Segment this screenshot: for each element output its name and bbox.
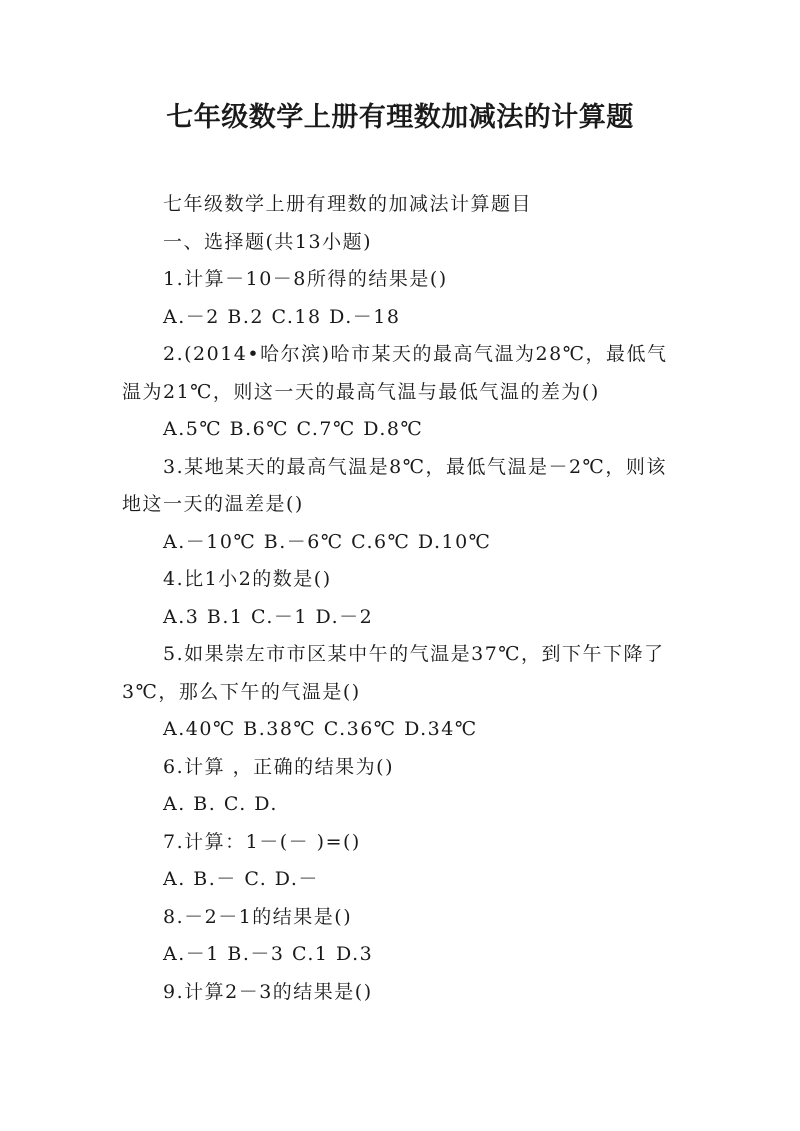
question-5-line-1: 5.如果崇左市市区某中午的气温是37℃，到下午下降了 — [163, 643, 665, 665]
question-1-options: A.－2 B.2 C.18 D.－18 — [163, 305, 401, 328]
question-9: 9.计算2－3的结果是() — [163, 980, 373, 1003]
document-title: 七年级数学上册有理数加减法的计算题 — [166, 102, 634, 133]
document-body — [122, 186, 684, 1011]
subtitle-line: 七年级数学上册有理数的加减法计算题目 — [163, 193, 533, 215]
question-1: 1.计算－10－8所得的结果是() — [163, 268, 448, 290]
question-2-options: A.5℃ B.6℃ C.7℃ D.8℃ — [163, 418, 424, 440]
question-8: 8.－2－1的结果是() — [163, 905, 353, 928]
question-3-options: A.－10℃ B.－6℃ C.6℃ D.10℃ — [163, 530, 492, 553]
question-8-options: A.－1 B.－3 C.1 D.3 — [163, 943, 374, 965]
question-3-line-1: 3.某地某天的最高气温是8℃，最低气温是－2℃，则该 — [163, 455, 667, 478]
question-4-options: A.3 B.1 C.－1 D.－2 — [163, 605, 374, 628]
question-5-options: A.40℃ B.38℃ C.36℃ D.34℃ — [163, 718, 478, 740]
question-3-line-2: 地这一天的温差是() — [122, 493, 304, 515]
question-7-options: A. B.－ C. D.－ — [163, 868, 319, 890]
question-6-options: A. B. C. D. — [163, 793, 278, 815]
question-7: 7.计算：1－(－ )=() — [163, 830, 361, 853]
question-6: 6.计算 ，正确的结果为() — [163, 755, 394, 778]
question-4: 4.比1小2的数是() — [163, 568, 332, 590]
question-2-line-1: 2.(2014•哈尔滨)哈市某天的最高气温为28℃，最低气 — [163, 343, 668, 365]
section-heading: 一、选择题(共13小题) — [163, 230, 373, 253]
question-5-line-2: 3℃，那么下午的气温是() — [122, 680, 361, 703]
question-2-line-2: 温为21℃，则这一天的最高气温与最低气温的差为() — [122, 380, 600, 403]
